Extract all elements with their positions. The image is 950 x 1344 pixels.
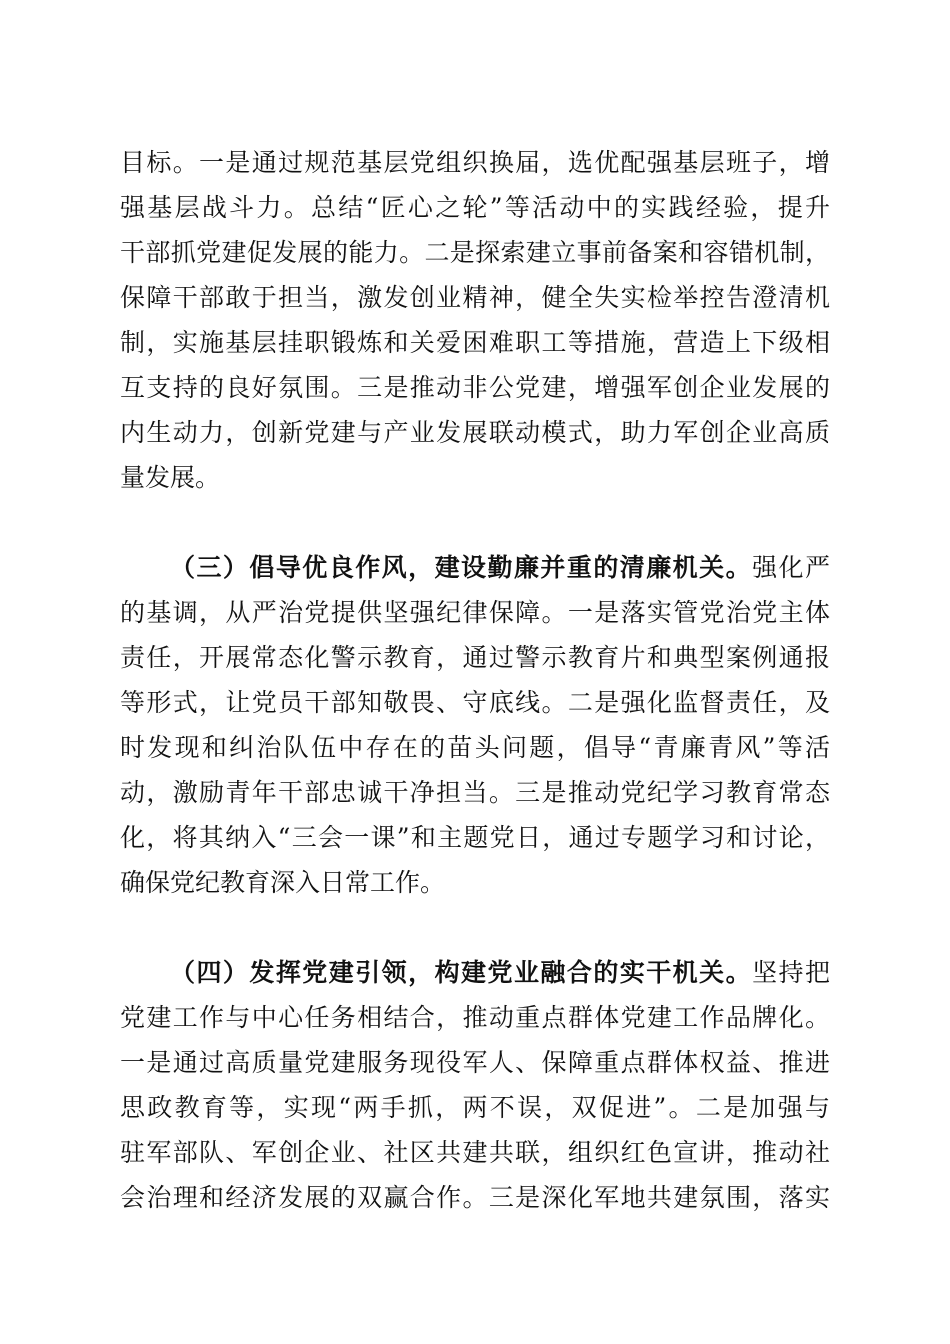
section-heading-3: （三）倡导优良作风，建设勤廉并重的清廉机关。 <box>170 553 753 582</box>
text-line: 驻军部队、军创企业、社区共建共联，组织红色宣讲，推动社 <box>120 1138 830 1167</box>
text-line: 互支持的良好氛围。三是推动非公党建，增强军创企业发展的 <box>120 373 830 402</box>
text-line: 的基调，从严治党提供坚强纪律保障。一是落实管党治党主体 <box>120 598 830 627</box>
paragraph-2 <box>120 545 830 905</box>
paragraph-spacer <box>120 905 830 950</box>
body-text <box>120 140 830 1220</box>
text-line: 内生动力，创新党建与产业发展联动模式，助力军创企业高质 <box>120 418 830 447</box>
paragraph-3 <box>120 950 830 1220</box>
text-line: 会治理和经济发展的双赢合作。三是深化军地共建氛围，落实 <box>120 1183 830 1212</box>
text-line: 制，实施基层挂职锻炼和关爱困难职工等措施，营造上下级相 <box>120 328 830 357</box>
text-line: 一是通过高质量党建服务现役军人、保障重点群体权益、推进 <box>120 1048 830 1077</box>
text-line: 思政教育等，实现“两手抓，两不误，双促进”。二是加强与 <box>120 1093 830 1122</box>
paragraph-first-line <box>120 545 830 590</box>
paragraph-1 <box>120 140 830 500</box>
paragraph-spacer <box>120 500 830 545</box>
text-line: 等形式，让党员干部知敬畏、守底线。二是强化监督责任，及 <box>120 688 830 717</box>
text-line: 保障干部敢于担当，激发创业精神，健全失实检举控告澄清机 <box>120 283 830 312</box>
text-line: 党建工作与中心任务相结合，推动重点群体党建工作品牌化。 <box>120 1003 830 1032</box>
text-line: 干部抓党建促发展的能力。二是探索建立事前备案和容错机制， <box>120 238 830 267</box>
text-line: 化，将其纳入“三会一课”和主题党日，通过专题学习和讨论， <box>120 823 830 852</box>
paragraph-first-line <box>120 950 830 995</box>
text-line: 确保党纪教育深入日常工作。 <box>120 868 446 897</box>
text-line: 强基层战斗力。总结“匠心之轮”等活动中的实践经验，提升 <box>120 193 830 222</box>
text-line: 动，激励青年干部忠诚干净担当。三是推动党纪学习教育常态 <box>120 778 830 807</box>
text-line: 时发现和纠治队伍中存在的苗头问题，倡导“青廉青风”等活 <box>120 733 830 762</box>
heading-trailing-text: 坚持把 <box>752 958 830 987</box>
text-line: 量发展。 <box>120 463 221 492</box>
section-heading-4: （四）发挥党建引领，构建党业融合的实干机关。 <box>170 958 753 987</box>
heading-trailing-text: 强化严 <box>752 553 830 582</box>
text-line: 责任，开展常态化警示教育，通过警示教育片和典型案例通报 <box>120 643 830 672</box>
text-line: 目标。一是通过规范基层党组织换届，选优配强基层班子，增 <box>120 148 830 177</box>
